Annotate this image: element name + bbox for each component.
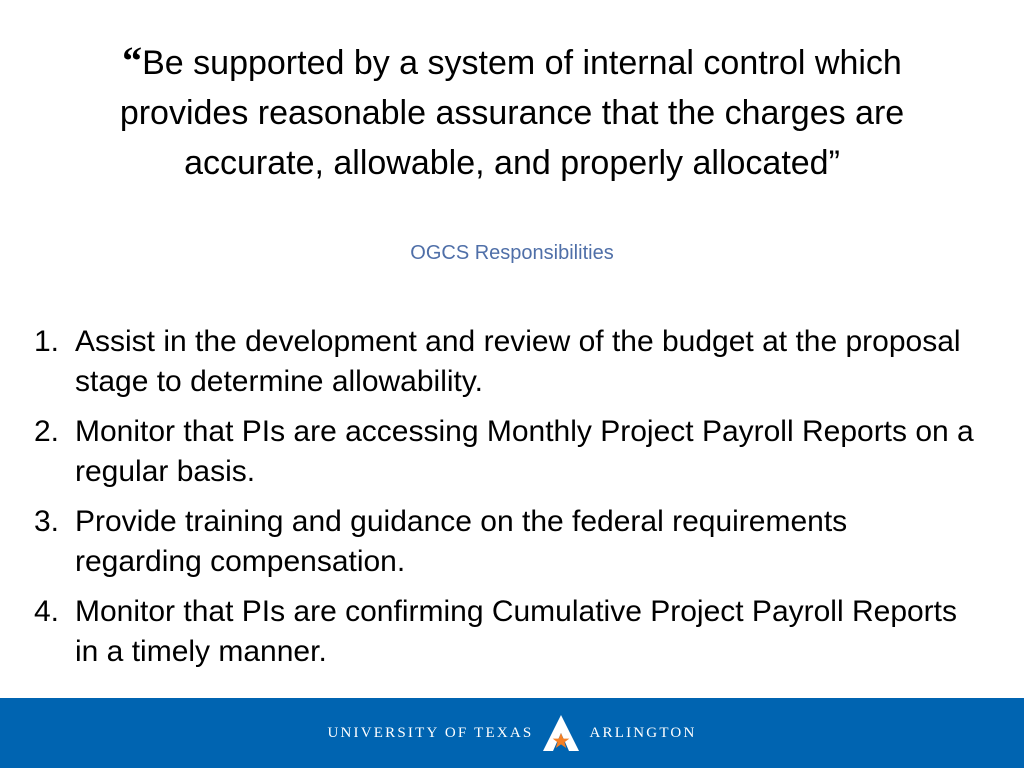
list-item-text: Assist in the development and review of the budget at the proposal stage to determine allowability. xyxy=(75,325,961,398)
list-item-text: Provide training and guidance on the federal requirements regarding compensation. xyxy=(75,505,848,578)
list-item-number: 2. xyxy=(34,415,60,448)
list-item-text: Monitor that PIs are accessing Monthly Project Payroll Reports on a regular basis. xyxy=(75,415,974,488)
list-item-number: 4. xyxy=(34,595,60,628)
list-item xyxy=(34,322,974,402)
quote-text xyxy=(80,36,944,188)
list-item xyxy=(34,412,974,492)
list-item xyxy=(34,592,974,672)
footer-bar xyxy=(0,698,1024,768)
slide-subtitle: OGCS Responsibilities xyxy=(410,242,614,264)
list-item xyxy=(34,502,974,582)
quote-body: Be supported by a system of internal control which provides reasonable assurance that the charges are accurate, allowable, and properly allocated” xyxy=(119,44,905,182)
list-item-text: Monitor that PIs are confirming Cumulative Project Payroll Reports in a timely manner. xyxy=(75,595,958,668)
footer-arlington-text: ARLINGTON xyxy=(589,724,697,741)
list-item-number: 1. xyxy=(34,325,60,358)
uta-logo-icon xyxy=(541,713,581,753)
list-item-number: 3. xyxy=(34,505,60,538)
footer-university-text: UNIVERSITY OF TEXAS xyxy=(327,724,534,741)
open-quote-mark: “ xyxy=(122,38,143,83)
responsibilities-list xyxy=(34,322,974,682)
